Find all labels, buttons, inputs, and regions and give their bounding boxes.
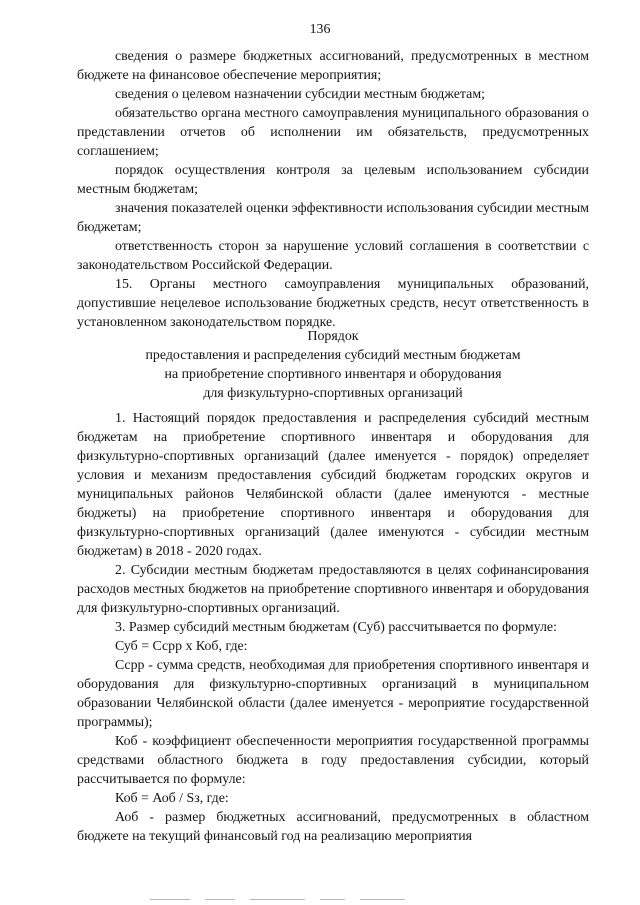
heading-line: предоставления и распределения субсидий местным бюджетам: [145, 348, 521, 363]
procedure-heading: [77, 327, 589, 403]
agreement-terms-section: [77, 47, 589, 332]
page-number: 136: [309, 22, 331, 37]
paragraph: 15. Органы местного самоуправления муниципальных образований, допустившие нецелевое использование бюджетных средств, несут ответственность в установленном законодательством порядке.: [77, 277, 589, 330]
paragraph: значения показателей оценки эффективности использования субсидии местным бюджетам;: [77, 201, 589, 235]
paragraph: сведения о размере бюджетных ассигнований, предусмотренных в местном бюджете на финансовое обеспечение мероприятия;: [77, 49, 589, 83]
paragraph: 1. Настоящий порядок предоставления и распределения субсидий местным бюджетам на приобретение спортивного инвентаря и оборудования для физкультурно-спортивных организаций (далее именуется - порядок) определяет условия и механизм предоставления субсидий бюджетам городских округов и муниципальных районов Челябинской области (далее именуются - местные бюджеты) на приобретение спортивного инвентаря и оборудования для физкультурно-спортивных организаций (далее именуются - субсидии местным бюджетам) в 2018 - 2020 годах.: [77, 411, 589, 559]
heading-line: на приобретение спортивного инвентаря и оборудования: [164, 367, 502, 382]
paragraph: ответственность сторон за нарушение условий соглашения в соответствии с законодательством Российской Федерации.: [77, 239, 589, 273]
definition: Коб - коэффициент обеспеченности мероприятия государственной программы средствами областного бюджета в году предоставления субсидии, который рассчитывается по формуле:: [77, 734, 589, 787]
formula: Суб = Ссрр x Коб, где:: [115, 639, 248, 654]
paragraph: сведения о целевом назначении субсидии местным бюджетам;: [115, 87, 485, 102]
formula: Коб = Аоб / Sз, где:: [115, 791, 229, 806]
procedure-body: [77, 409, 589, 846]
definition: Ссрр - сумма средств, необходимая для приобретения спортивного инвентаря и оборудования для физкультурно-спортивных организаций в муниципальном образовании Челябинской области (далее именуется - мероприятие государственной программы);: [77, 658, 589, 730]
definition: Аоб - размер бюджетных ассигнований, предусмотренных в областном бюджете на текущий финансовый год на реализацию мероприятия: [77, 810, 589, 844]
scan-edge-artifact: [0, 895, 640, 905]
heading-line: для физкультурно-спортивных организаций: [203, 386, 463, 401]
paragraph: порядок осуществления контроля за целевым использованием субсидии местным бюджетам;: [77, 163, 589, 197]
paragraph: 3. Размер субсидий местным бюджетам (Суб) рассчитывается по формуле:: [115, 620, 557, 635]
paragraph: обязательство органа местного самоуправления муниципального образования о представлении отчетов об исполнении им обязательств, предусмотренных соглашением;: [77, 106, 589, 159]
paragraph: 2. Субсидии местным бюджетам предоставляются в целях софинансирования расходов местных бюджетов на приобретение спортивного инвентаря и оборудования для физкультурно-спортивных организаций.: [77, 563, 589, 616]
heading-title: Порядок: [307, 329, 359, 344]
